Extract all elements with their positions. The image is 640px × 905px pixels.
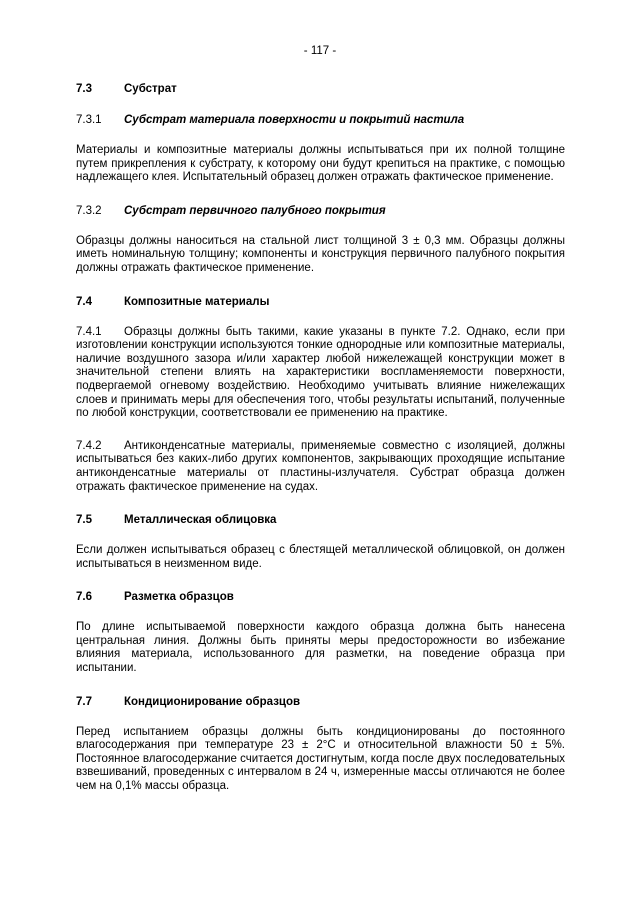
paragraph-text: Образцы должны быть такими, какие указаны в пункте 7.2. Однако, если при изготовлении конструкции используются тонкие однородные или композитные материалы, наличие воздушного зазора и/или характер любой нижележащей конструкции может в значительной степени влиять на характеристики воспламеняемости поверхности, подвергаемой огневому воздействию. Необходимо учитывать влияние нижележащих слоев и принимать меры для обеспечения того, чтобы результаты испытаний, полученные по любой конструкции, соответствовали ее применению на практике.	[76, 325, 565, 420]
paragraph-7-6: По длине испытываемой поверхности каждого образца должна быть нанесена центральная линия. Должны быть приняты меры предосторожности во избежание влияния материала, использованного для разметки, на поведение образца при испытании.	[76, 621, 565, 675]
section-number: 7.3	[76, 83, 92, 95]
section-number: 7.6	[76, 591, 92, 604]
subsection-number: 7.3.2	[76, 204, 102, 217]
paragraph-number: 7.4.2	[76, 439, 102, 452]
subsection-number: 7.3.1	[76, 114, 102, 126]
document-body	[76, 82, 565, 813]
section-title: Композитные материалы	[124, 295, 270, 308]
section-number: 7.4	[76, 295, 92, 308]
subsection-heading-7-3-1	[76, 113, 565, 127]
section-title: Разметка образцов	[124, 591, 234, 604]
section-title: Кондиционирование образцов	[124, 695, 301, 708]
paragraph-text: Антиконденсатные материалы, применяемые совместно с изоляцией, должны испытываться без каких-либо других компонентов, закрывающих проходящие испытание антиконденсатные материалы от пластины-излучателя. Субстрат образца должен отражать фактическое применение на судах.	[76, 439, 565, 493]
subsection-title: Субстрат материала поверхности и покрытий настила	[124, 114, 465, 126]
paragraph-7-7: Перед испытанием образцы должны быть кондиционированы до постоянного влагосодержания при температуре 23 ± 2°С и относительной влажности 50 ± 5%. Постоянное влагосодержание считается достигнутым, когда после двух последовательных взвешиваний, проведенных с интервалом в 24 ч, измеренные массы отличаются не более чем на 0,1% массы образца.	[76, 725, 565, 793]
section-heading-7-5	[76, 513, 565, 527]
paragraph-7-5: Если должен испытываться образец с блестящей металлической облицовкой, он должен испытываться в неизменном виде.	[76, 544, 565, 570]
section-heading-7-7	[76, 695, 565, 709]
paragraph-7-3-2: Образцы должны наноситься на стальной лист толщиной 3 ± 0,3 мм. Образцы должны иметь номинальную толщину; компоненты и конструкция первичного палубного покрытия должны отражать фактическое применение.	[76, 234, 565, 274]
paragraph-7-4-2	[76, 440, 565, 494]
section-number: 7.5	[76, 514, 92, 527]
section-number: 7.7	[76, 695, 92, 708]
paragraph-7-3-1: Материалы и композитные материалы должны испытываться при их полной толщине путем прикрепления к субстрату, к которому они будут крепиться на практике, с помощью надлежащего клея. Испытательный образец должен отражать фактическое применение.	[76, 144, 565, 184]
paragraph-number: 7.4.1	[76, 325, 102, 338]
subsection-title: Субстрат первичного палубного покрытия	[124, 204, 386, 217]
subsection-heading-7-3-2	[76, 204, 565, 218]
section-heading-7-3	[76, 82, 565, 96]
page-number: - 117 -	[303, 45, 337, 57]
section-heading-7-6	[76, 590, 565, 604]
section-title: Субстрат	[124, 83, 177, 95]
paragraph-7-4-1	[76, 326, 565, 421]
section-title: Металлическая облицовка	[124, 514, 277, 527]
section-heading-7-4	[76, 295, 565, 309]
